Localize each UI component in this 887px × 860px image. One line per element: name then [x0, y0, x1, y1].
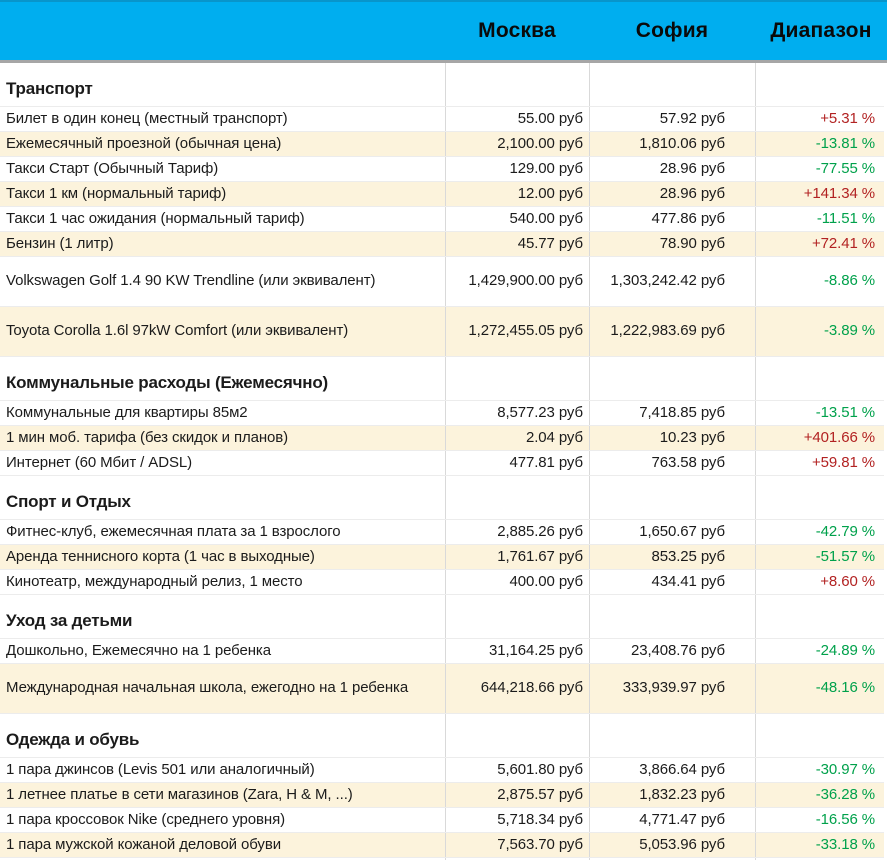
section-title: Спорт и Отдых: [6, 491, 131, 511]
table-header: [0, 0, 887, 60]
range-percent: +8.60 %: [755, 570, 884, 594]
section-header-row: [0, 357, 884, 401]
moscow-value: 7,563.70 руб: [445, 833, 589, 857]
moscow-value: 129.00 руб: [445, 157, 589, 181]
section-header-row: [0, 476, 884, 520]
range-percent: -8.86 %: [755, 257, 884, 306]
moscow-value: 2.04 руб: [445, 426, 589, 450]
item-label: 1 пара мужской кожаной деловой обуви: [6, 835, 281, 853]
range-percent: -30.97 %: [755, 758, 884, 782]
range-percent: -13.51 %: [755, 401, 884, 425]
item-label: Дошкольно, Ежемесячно на 1 ребенка: [6, 641, 271, 659]
range-percent: -33.18 %: [755, 833, 884, 857]
range-percent: -11.51 %: [755, 207, 884, 231]
table-row: [0, 207, 884, 232]
range-percent: -36.28 %: [755, 783, 884, 807]
sofia-value: 10.23 руб: [589, 426, 755, 450]
empty-cell: [755, 714, 884, 757]
sofia-value: 57.92 руб: [589, 107, 755, 131]
empty-cell: [445, 476, 589, 519]
empty-cell: [589, 595, 755, 638]
section-header-row: [0, 595, 884, 639]
range-percent: -48.16 %: [755, 664, 884, 713]
section-title: Одежда и обувь: [6, 729, 140, 749]
sofia-value: 1,650.67 руб: [589, 520, 755, 544]
section-title: Уход за детьми: [6, 610, 133, 630]
table-row: [0, 307, 884, 357]
item-label: Интернет (60 Мбит / ADSL): [6, 453, 192, 471]
moscow-value: 8,577.23 руб: [445, 401, 589, 425]
table-row: [0, 157, 884, 182]
range-percent: +401.66 %: [755, 426, 884, 450]
empty-cell: [445, 357, 589, 400]
item-label: 1 мин моб. тарифа (без скидок и планов): [6, 428, 289, 446]
item-label: 1 пара джинсов (Levis 501 или аналогичный): [6, 760, 315, 778]
table-row: [0, 451, 884, 476]
empty-cell: [755, 476, 884, 519]
table-row: [0, 639, 884, 664]
table-row: [0, 107, 884, 132]
moscow-value: 55.00 руб: [445, 107, 589, 131]
table-row: [0, 232, 884, 257]
moscow-value: 644,218.66 руб: [445, 664, 589, 713]
table-row: [0, 401, 884, 426]
item-label: Toyota Corolla 1.6l 97kW Comfort (или эквивалент): [6, 322, 349, 340]
item-label: Кинотеатр, международный релиз, 1 место: [6, 572, 303, 590]
range-percent: -77.55 %: [755, 157, 884, 181]
sofia-value: 477.86 руб: [589, 207, 755, 231]
sofia-value: 853.25 руб: [589, 545, 755, 569]
sofia-value: 28.96 руб: [589, 157, 755, 181]
moscow-value: 1,272,455.05 руб: [445, 307, 589, 356]
column-header-sofia: София: [635, 19, 709, 42]
item-label: Бензин (1 литр): [6, 234, 114, 252]
item-label: Такси Старт (Обычный Тариф): [6, 159, 219, 177]
moscow-value: 45.77 руб: [445, 232, 589, 256]
empty-cell: [755, 357, 884, 400]
range-percent: -24.89 %: [755, 639, 884, 663]
table-row: [0, 426, 884, 451]
item-label: Коммунальные для квартиры 85м2: [6, 403, 248, 421]
item-label: Билет в один конец (местный транспорт): [6, 109, 288, 127]
price-table-body: [0, 63, 887, 858]
column-header-moscow: Москва: [478, 19, 556, 42]
sofia-value: 434.41 руб: [589, 570, 755, 594]
empty-cell: [755, 595, 884, 638]
sofia-value: 4,771.47 руб: [589, 808, 755, 832]
empty-cell: [589, 476, 755, 519]
table-row: [0, 783, 884, 808]
range-percent: -13.81 %: [755, 132, 884, 156]
moscow-value: 5,601.80 руб: [445, 758, 589, 782]
empty-cell: [589, 357, 755, 400]
empty-cell: [445, 714, 589, 757]
table-row: [0, 520, 884, 545]
range-percent: -16.56 %: [755, 808, 884, 832]
empty-cell: [755, 63, 884, 106]
sofia-value: 7,418.85 руб: [589, 401, 755, 425]
sofia-value: 78.90 руб: [589, 232, 755, 256]
item-label: Ежемесячный проезной (обычная цена): [6, 134, 282, 152]
sofia-value: 5,053.96 руб: [589, 833, 755, 857]
range-percent: -51.57 %: [755, 545, 884, 569]
item-label: Фитнес-клуб, ежемесячная плата за 1 взрослого: [6, 522, 341, 540]
item-label: Такси 1 час ожидания (нормальный тариф): [6, 209, 305, 227]
table-row: [0, 808, 884, 833]
range-percent: -42.79 %: [755, 520, 884, 544]
section-title: Транспорт: [6, 78, 93, 98]
sofia-value: 1,832.23 руб: [589, 783, 755, 807]
table-row: [0, 664, 884, 714]
empty-cell: [589, 63, 755, 106]
table-row: [0, 570, 884, 595]
item-label: 1 летнее платье в сети магазинов (Zara, H & M, ...): [6, 785, 353, 803]
section-header-row: [0, 63, 884, 107]
moscow-value: 2,100.00 руб: [445, 132, 589, 156]
sofia-value: 23,408.76 руб: [589, 639, 755, 663]
range-percent: +72.41 %: [755, 232, 884, 256]
item-label: 1 пара кроссовок Nike (среднего уровня): [6, 810, 285, 828]
range-percent: +141.34 %: [755, 182, 884, 206]
table-row: [0, 758, 884, 783]
item-label: Такси 1 км (нормальный тариф): [6, 184, 227, 202]
item-label: Международная начальная школа, ежегодно на 1 ребенка: [6, 679, 409, 697]
moscow-value: 31,164.25 руб: [445, 639, 589, 663]
empty-cell: [445, 595, 589, 638]
item-label: Аренда теннисного корта (1 час в выходные): [6, 547, 315, 565]
sofia-value: 763.58 руб: [589, 451, 755, 475]
moscow-value: 540.00 руб: [445, 207, 589, 231]
empty-cell: [445, 63, 589, 106]
table-row: [0, 545, 884, 570]
section-title: Коммунальные расходы (Ежемесячно): [6, 372, 328, 392]
sofia-value: 1,303,242.42 руб: [589, 257, 755, 306]
sofia-value: 3,866.64 руб: [589, 758, 755, 782]
moscow-value: 2,885.26 руб: [445, 520, 589, 544]
section-header-row: [0, 714, 884, 758]
sofia-value: 1,222,983.69 руб: [589, 307, 755, 356]
sofia-value: 28.96 руб: [589, 182, 755, 206]
range-percent: +59.81 %: [755, 451, 884, 475]
item-label: Volkswagen Golf 1.4 90 KW Trendline (или эквивалент): [6, 272, 376, 290]
moscow-value: 477.81 руб: [445, 451, 589, 475]
moscow-value: 5,718.34 руб: [445, 808, 589, 832]
range-percent: -3.89 %: [755, 307, 884, 356]
moscow-value: 12.00 руб: [445, 182, 589, 206]
table-row: [0, 257, 884, 307]
column-header-range: Диапазон: [770, 19, 872, 42]
moscow-value: 1,429,900.00 руб: [445, 257, 589, 306]
sofia-value: 1,810.06 руб: [589, 132, 755, 156]
range-percent: +5.31 %: [755, 107, 884, 131]
moscow-value: 400.00 руб: [445, 570, 589, 594]
table-row: [0, 182, 884, 207]
moscow-value: 2,875.57 руб: [445, 783, 589, 807]
table-row: [0, 132, 884, 157]
moscow-value: 1,761.67 руб: [445, 545, 589, 569]
empty-cell: [589, 714, 755, 757]
table-row: [0, 833, 884, 858]
sofia-value: 333,939.97 руб: [589, 664, 755, 713]
